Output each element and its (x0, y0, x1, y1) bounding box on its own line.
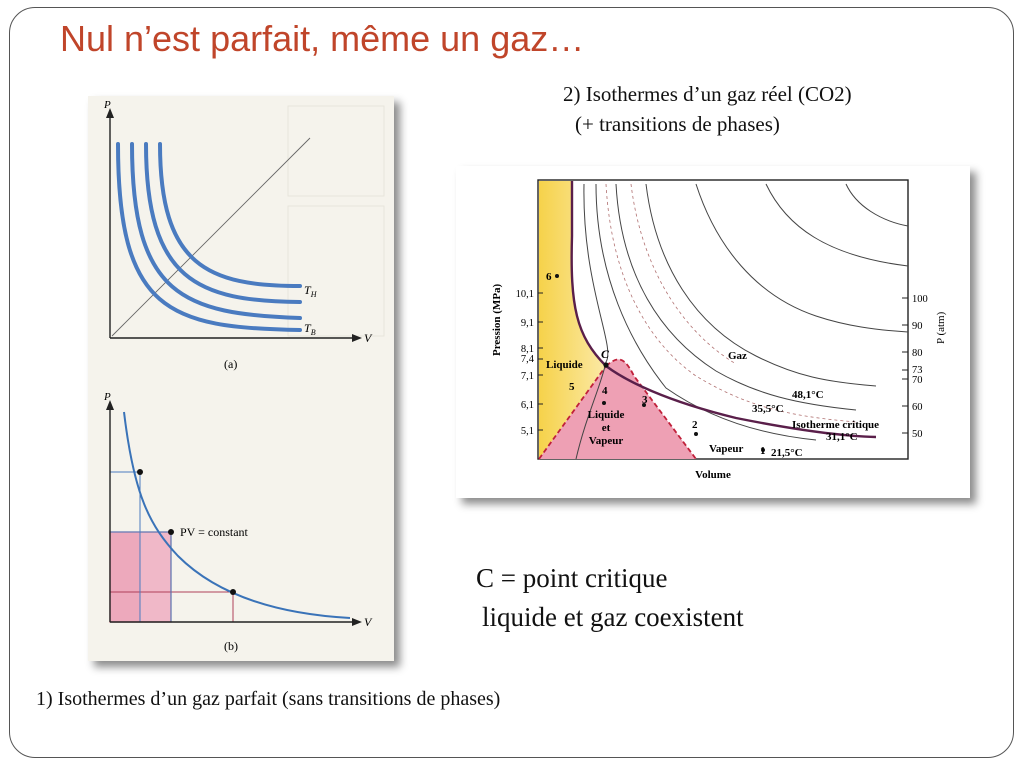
svg-text:6: 6 (546, 271, 552, 283)
label-tb: $T_B$ (304, 321, 316, 337)
ideal-gas-figure (88, 96, 394, 661)
svg-text:5,1: 5,1 (520, 426, 534, 437)
real-gas-figure (456, 166, 970, 498)
coexistence-note: liquide et gaz coexistent (482, 602, 744, 632)
ideal-gas-caption: 1) Isothermes d’un gaz parfait (sans transitions de phases) (36, 688, 501, 710)
temp-31: 31,1°C (826, 431, 858, 443)
liquid-label: Liquide (546, 359, 583, 371)
real-gas-subheading: (+ transitions de phases) (575, 112, 780, 136)
temp-48: 48,1°C (792, 389, 824, 401)
pv-point-1 (137, 469, 143, 475)
temp-21: 21,5°C (771, 447, 803, 459)
svg-text:2: 2 (692, 419, 698, 431)
critical-point-label: C (601, 347, 610, 361)
svg-text:60: 60 (912, 402, 923, 413)
svg-text:100: 100 (912, 294, 928, 305)
right-ticks (912, 294, 928, 440)
panel-a-label: (a) (224, 357, 238, 371)
svg-text:6,1: 6,1 (520, 400, 534, 411)
mix-label-2: et (601, 422, 611, 434)
svg-text:5: 5 (569, 381, 575, 393)
temp-35: 35,5°C (752, 403, 784, 415)
critical-point-marker (603, 362, 608, 367)
svg-text:70: 70 (912, 375, 923, 386)
panel-a-y-label: P (104, 99, 111, 111)
svg-text:90: 90 (912, 321, 923, 332)
mix-label-3: Vapeur (588, 435, 624, 447)
pv-constant-label: PV = constant (180, 525, 248, 539)
slide-title: Nul n’est parfait, même un gaz… (60, 18, 585, 59)
panel-a-x-label: V (364, 331, 372, 345)
critical-point-note: C = point critique (476, 563, 668, 593)
svg-text:50: 50 (912, 429, 923, 440)
y-axis-left-label: Pression (MPa) (491, 283, 503, 356)
critical-isotherm-label: Isotherme critique (792, 419, 880, 431)
panel-b-x-label: V (364, 615, 372, 629)
panel-b-label: (b) (224, 639, 238, 653)
x-axis-label: Volume (695, 469, 731, 481)
gas-label: Gaz (728, 350, 747, 362)
svg-text:9,1: 9,1 (520, 318, 534, 329)
panel-b-y-label: P (104, 391, 111, 403)
svg-text:7,1: 7,1 (520, 371, 534, 382)
pv-point-2 (168, 529, 174, 535)
svg-text:80: 80 (912, 348, 923, 359)
pv-point-3 (230, 589, 236, 595)
svg-text:4: 4 (602, 385, 608, 397)
svg-text:7,4: 7,4 (520, 354, 534, 365)
left-ticks (516, 289, 535, 437)
mix-label-1: Liquide (587, 409, 625, 421)
svg-text:10,1: 10,1 (515, 289, 534, 300)
svg-text:3: 3 (642, 394, 648, 406)
svg-text:73: 73 (912, 365, 923, 376)
isotherm-th (160, 144, 300, 286)
label-th: $T_H$ (304, 283, 317, 299)
point-2 (694, 432, 698, 436)
svg-text:8,1: 8,1 (520, 344, 534, 355)
svg-text:1: 1 (760, 445, 766, 457)
point-4 (602, 401, 606, 405)
y-axis-right-label: P (atm) (935, 311, 947, 344)
point-6 (555, 274, 559, 278)
real-gas-heading: 2) Isothermes d’un gaz réel (CO2) (563, 82, 852, 106)
vapor-label: Vapeur (709, 443, 744, 455)
